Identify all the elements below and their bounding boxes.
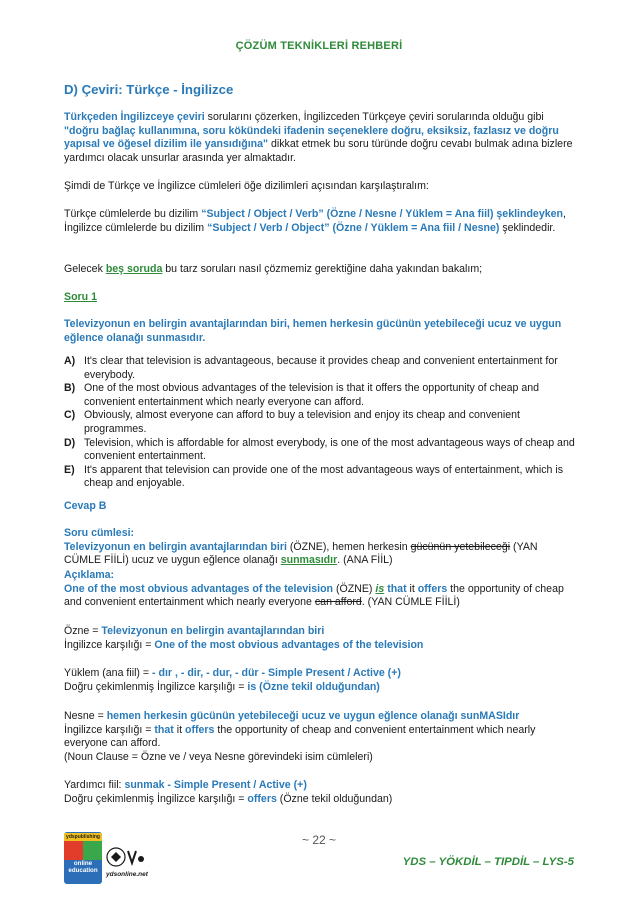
intro-highlight-quote: "doğru bağlaç kullanımına, soru kökündeki ifadenin seçeneklere doğru, eksiksiz, fazlasız ve doğru yapısal ve öğesel dizilim ile yansıdığına" <box>64 124 559 151</box>
options-list <box>64 355 576 491</box>
oz-value: Televizyonun en belirgin avantajlarından biri <box>101 625 325 637</box>
p4-text: Gelecek <box>64 263 106 275</box>
yf-label: Yardımcı fiil: <box>64 779 125 791</box>
page-number: ~ 22 ~ <box>301 833 337 847</box>
option-letter: C) <box>64 409 76 422</box>
ac-text-3: . (YAN CÜMLE FİİLİ) <box>361 596 460 609</box>
ns-rest: the opportunity of cheap and convenient entertainment which nearly everyone can afford. <box>64 723 536 750</box>
option-text: Obviously, almost everyone can afford to buy a television and enjoy its cheap and convenient programmes. <box>84 409 520 435</box>
soru-cumlesi-text <box>64 541 576 568</box>
ac-text-2: the opportunity of cheap and convenient entertainment which nearly everyone <box>64 582 564 609</box>
option-d <box>64 437 576 464</box>
yk-en-value: is (Özne tekil olduğundan) <box>247 680 380 693</box>
p3-english-order: “Subject / Verb / Object” (Özne / Yüklem = Ana fiil / Nesne) <box>207 221 500 234</box>
nesne-line <box>64 710 576 724</box>
yardimci-line <box>64 779 576 793</box>
ns-en-label: İngilizce karşılığı = <box>64 723 155 736</box>
option-text: One of the most obvious advantages of the television is that it offers the opportunity of cheap and convenient entertainment which nearly everyone can afford. <box>84 382 540 408</box>
intro-paragraph-3 <box>64 208 576 235</box>
intro-text-end: dikkat etmek bu soru türünde doğru cevabı bulmak adına bizlere yardımcı olacak unsurlar arasında yer almaktadır. <box>64 138 573 164</box>
ac-subject: One of the most obvious advantages of the television <box>64 582 334 595</box>
noun-clause-note: (Noun Clause = Özne ve / veya Nesne görevindeki isim cümleleri) <box>64 750 373 763</box>
ac-that: that <box>387 582 407 595</box>
yuklem-english-line <box>64 681 576 695</box>
ac-text: (ÖZNE) <box>333 582 376 595</box>
ac-it: it <box>406 582 418 595</box>
p3-turkish-order: “Subject / Object / Verb” (Özne / Nesne / Yüklem = Ana fiil) şeklindeyken <box>201 208 563 220</box>
sc-struck: gücünün yetebileceği <box>410 540 511 553</box>
ozne-english-line <box>64 639 576 653</box>
oz-en-value: One of the most obvious advantages of the television <box>154 638 424 651</box>
site-logo <box>106 845 148 881</box>
explanation-block <box>64 569 576 610</box>
sc-text: (ÖZNE), hemen herkesin <box>286 540 411 553</box>
ac-is: is <box>375 582 385 595</box>
predicate-block <box>64 667 576 694</box>
option-c <box>64 409 576 436</box>
ns-offers: offers <box>185 723 215 736</box>
aciklama-label: Açıklama: <box>64 569 115 581</box>
object-block <box>64 710 576 764</box>
oz-label: Özne = <box>64 625 102 637</box>
yf-en-rest: (Özne tekil olduğundan) <box>276 792 393 805</box>
yf-value: sunmak - Simple Present / Active (+) <box>124 779 307 791</box>
nesne-english-line <box>64 724 576 751</box>
yf-en-label: Doğru çekimlenmiş İngilizce karşılığı = <box>64 792 248 805</box>
ns-it: it <box>173 723 185 736</box>
p3-text-mid: , İngilizce cümlelerde bu dizilim <box>64 208 566 234</box>
option-e <box>64 464 576 491</box>
intro-text: sorularını çözerken, İngilizceden Türkçeye çeviri sorularında olduğu gibi <box>204 111 544 123</box>
intro-paragraph-2: Şimdi de Türkçe ve İngilizce cümleleri öğe dizilimleri açısından karşılaştıralım: <box>64 180 429 192</box>
p3-text: Türkçe cümlelerde bu dizilim <box>64 208 202 220</box>
ozne-line <box>64 625 576 639</box>
auxiliary-block <box>64 779 576 806</box>
page-header: ÇÖZÜM TEKNİKLERİ REHBERİ <box>235 40 403 52</box>
option-letter: A) <box>64 355 76 367</box>
yardimci-english-line <box>64 793 576 807</box>
question-sentence-block <box>64 527 576 568</box>
publisher-logo-top: ydspublishing <box>64 833 102 841</box>
answer-label: Cevap B <box>64 500 107 512</box>
option-b <box>64 382 576 409</box>
option-letter: E) <box>64 463 75 476</box>
ns-value: hemen herkesin gücünün yetebileceği ucuz ve uygun eğlence olanağı sunMASIdır <box>106 710 520 722</box>
subject-block <box>64 625 576 652</box>
p4-highlight: beş soruda <box>105 263 163 275</box>
intro-paragraph-1 <box>64 111 576 165</box>
yk-en-label: Doğru çekimlenmiş İngilizce karşılığı = <box>64 680 248 693</box>
p3-text-end: şeklindedir. <box>499 221 556 234</box>
sc-text-2: (YAN CÜMLE FİİLİ) ucuz ve uygun eğlence olanağı <box>64 540 538 567</box>
p4-text-end: bu tarz soruları nasıl çözmemiz gerektiğine daha yakından bakalım; <box>162 263 483 275</box>
ns-label: Nesne = <box>64 710 107 722</box>
site-logo-graphic <box>106 845 148 871</box>
aciklama-text <box>64 583 576 610</box>
option-a <box>64 355 576 382</box>
option-text: It's clear that television is advantageous, because it provides cheap and convenient entertainment for everybody. <box>84 355 558 381</box>
yk-value: - dır , - dir, - dur, - dür - Simple Present / Active (+) <box>152 667 401 679</box>
intro-highlight: Türkçeden İngilizceye çeviri <box>64 111 205 123</box>
yf-en-value: offers <box>247 792 277 805</box>
sc-subject: Televizyonun en belirgin avantajlarından biri <box>64 540 287 553</box>
site-url: ydsonline.net <box>106 871 148 878</box>
question-label: Soru 1 <box>64 291 97 303</box>
ac-offers: offers <box>417 582 448 595</box>
footer-exam-list: YDS – YÖKDİL – TIPDİL – LYS-5 <box>402 856 574 868</box>
ac-struck: can afford <box>314 596 362 609</box>
intro-paragraph-4 <box>64 263 576 277</box>
soru-cumlesi-label: Soru cümlesi: <box>64 527 135 539</box>
option-text: Television, which is affordable for almost everybody, is one of the most advantageous ways of cheap and convenient entertainment. <box>84 436 575 463</box>
sc-main-verb: sunmasıdır <box>280 554 338 567</box>
ns-that: that <box>154 723 174 736</box>
oz-en-label: İngilizce karşılığı = <box>64 638 155 651</box>
option-letter: D) <box>64 436 76 449</box>
publisher-logo-text: online education <box>68 860 98 874</box>
option-text: It's apparent that television can provide one of the most advantageous ways of entertainment, which is cheap and enjoyable. <box>84 463 564 490</box>
option-letter: B) <box>64 382 76 395</box>
question-stem: Televizyonun en belirgin avantajlarından biri, hemen herkesin gücünün yetebileceği ucuz ve uygun eğlence olanağı sunmasıdır. <box>64 318 562 344</box>
yuklem-line <box>64 667 576 681</box>
section-title: D) Çeviri: Türkçe - İngilizce <box>64 82 234 97</box>
sc-text-3: . (ANA FİİL) <box>337 554 393 567</box>
yk-label: Yüklem (ana fiil) = <box>64 667 153 679</box>
